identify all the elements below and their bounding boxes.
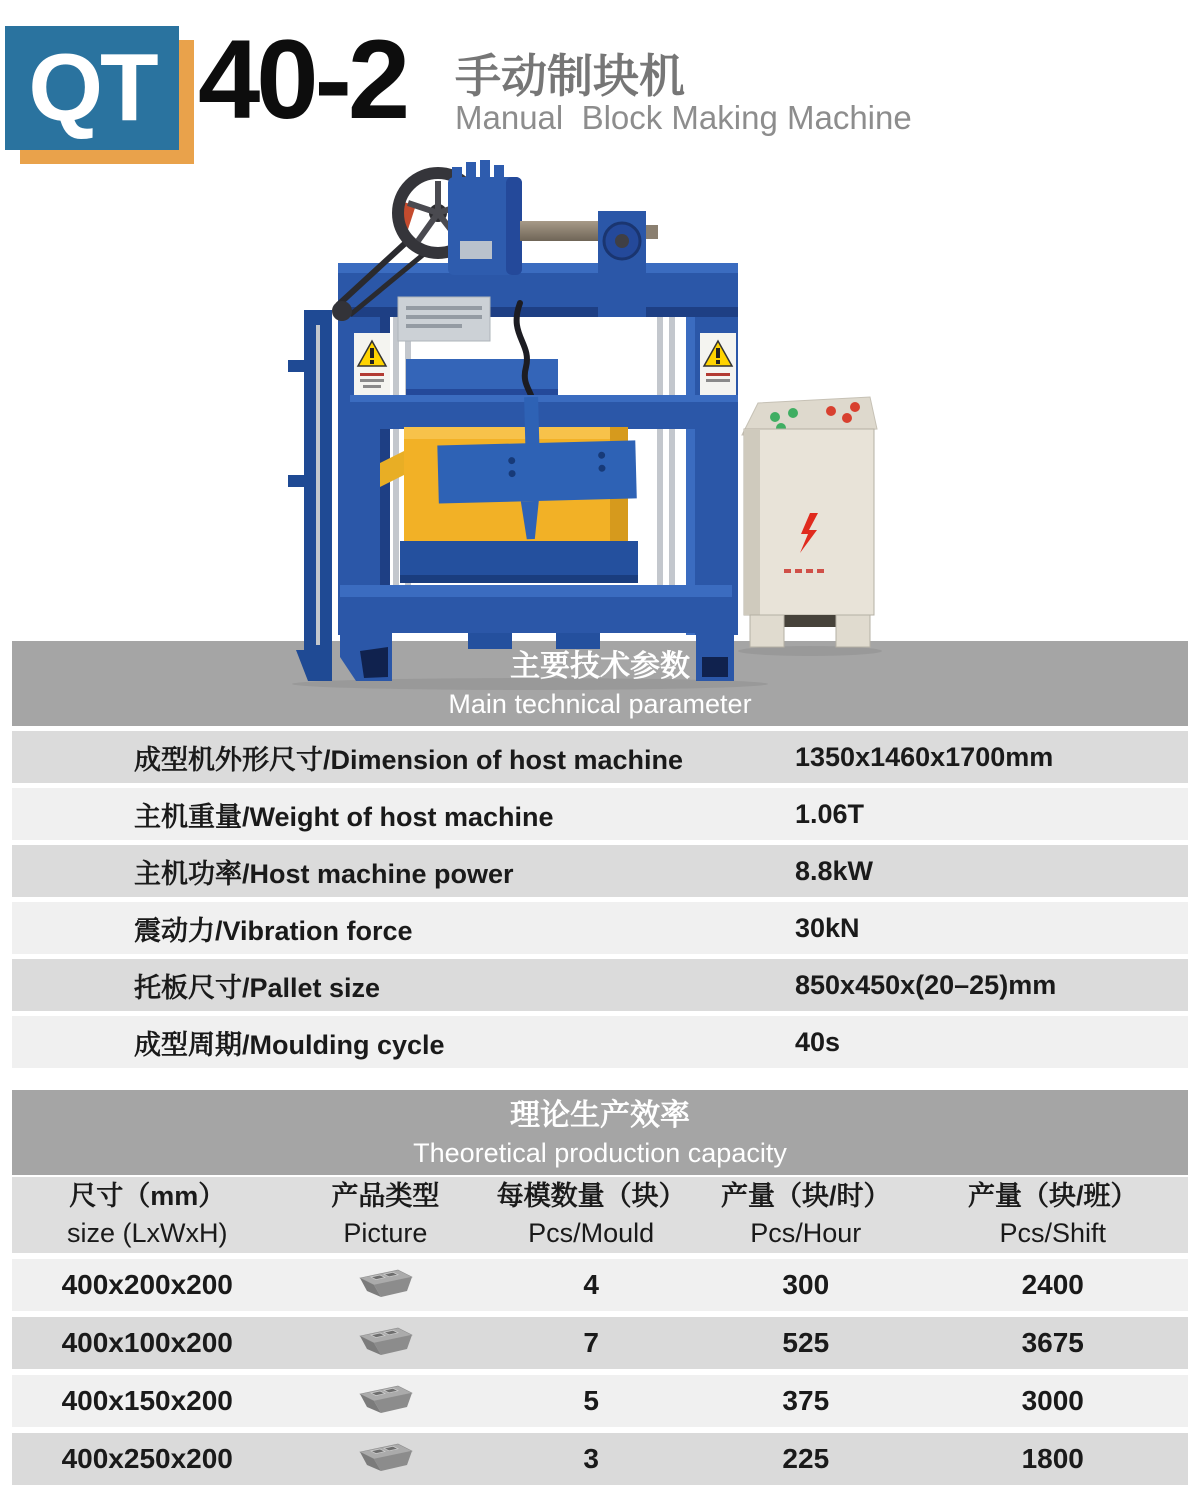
gearbox: [448, 160, 522, 275]
table-row: [12, 1317, 1188, 1369]
block-size: 400x150x200: [61, 1385, 233, 1416]
table-row: [12, 731, 1188, 783]
spec-label: 成型机外形尺寸/Dimension of host machine: [134, 744, 684, 775]
logo-text: QT: [28, 34, 156, 141]
pcs-per-shift: 2400: [1021, 1269, 1084, 1300]
block-size: 400x250x200: [61, 1443, 233, 1474]
table-row: [12, 1016, 1188, 1068]
capacity-table-header: [12, 1177, 1188, 1253]
spec-label: 托板尺寸/Pallet size: [134, 972, 381, 1003]
hollow-block-icon: [282, 1266, 488, 1304]
hollow-block-icon: [282, 1440, 488, 1478]
product-title-zh: 手动制块机: [455, 50, 685, 102]
spec-value: 8.8kW: [795, 855, 874, 886]
spec-value: 30kN: [795, 912, 860, 943]
pcs-per-hour: 375: [782, 1385, 830, 1416]
spec-value: 1350x1460x1700mm: [795, 741, 1054, 772]
column-header: 尺寸（mm） size (LxWxH): [66, 1181, 228, 1248]
pcs-per-shift: 3675: [1021, 1327, 1084, 1358]
table-row: [12, 902, 1188, 954]
spec-table: [12, 731, 1188, 1073]
product-title-en: Manual Block Making Machine: [455, 99, 912, 136]
pcs-per-hour: 525: [782, 1327, 830, 1358]
machine-photo: [280, 145, 900, 690]
capacity-table: [12, 1177, 1188, 1491]
warning-triangle-icon: [354, 333, 390, 395]
pcs-per-hour: 225: [782, 1443, 830, 1474]
pcs-per-mould: 5: [583, 1385, 599, 1416]
nameplate: [398, 297, 490, 341]
block-size: 400x200x200: [61, 1269, 233, 1300]
table-row: [12, 1259, 1188, 1311]
spec-banner-title-en: Main technical parameter: [448, 688, 752, 719]
left-aux-frame: [288, 310, 332, 681]
pcs-per-shift: 1800: [1021, 1443, 1084, 1474]
warning-triangle-icon: [700, 333, 736, 395]
capacity-banner-title-en: Theoretical production capacity: [413, 1137, 787, 1168]
block-size: 400x100x200: [61, 1327, 233, 1358]
column-header: 每模数量（块） Pcs/Mould: [496, 1181, 686, 1248]
capacity-banner-title-zh: 理论生产效率: [510, 1098, 690, 1132]
spec-label: 主机功率/Host machine power: [134, 858, 514, 889]
spec-value: 850x450x(20–25)mm: [795, 969, 1057, 1000]
capacity-section-banner: [12, 1090, 1188, 1175]
column-header: 产品类型 Picture: [331, 1181, 440, 1248]
spec-value: 1.06T: [795, 798, 865, 829]
spec-value: 40s: [795, 1026, 841, 1057]
spec-label: 成型周期/Moulding cycle: [134, 1029, 445, 1060]
capacity-rows: [12, 1259, 1188, 1485]
pcs-per-mould: 3: [583, 1443, 599, 1474]
model-number: 40-2: [198, 17, 407, 142]
table-row: [12, 845, 1188, 897]
brand-logo: [5, 26, 179, 150]
table-row: [12, 959, 1188, 1011]
column-header: 产量（块/时） Pcs/Hour: [721, 1181, 891, 1248]
hollow-block-icon: [282, 1324, 488, 1362]
control-cabinet: [742, 397, 877, 647]
column-header: 产量（块/班） Pcs/Shift: [967, 1181, 1138, 1248]
pcs-per-hour: 300: [782, 1269, 830, 1300]
table-row: [12, 1433, 1188, 1485]
pcs-per-shift: 3000: [1021, 1385, 1084, 1416]
spec-label: 震动力/Vibration force: [134, 915, 413, 946]
spec-label: 主机重量/Weight of host machine: [134, 801, 554, 832]
pcs-per-mould: 7: [583, 1327, 599, 1358]
pcs-per-mould: 4: [583, 1269, 599, 1300]
table-row: [12, 1375, 1188, 1427]
table-row: [12, 788, 1188, 840]
hollow-block-icon: [282, 1382, 488, 1420]
spec-banner-title-zh: 主要技术参数: [510, 649, 690, 683]
